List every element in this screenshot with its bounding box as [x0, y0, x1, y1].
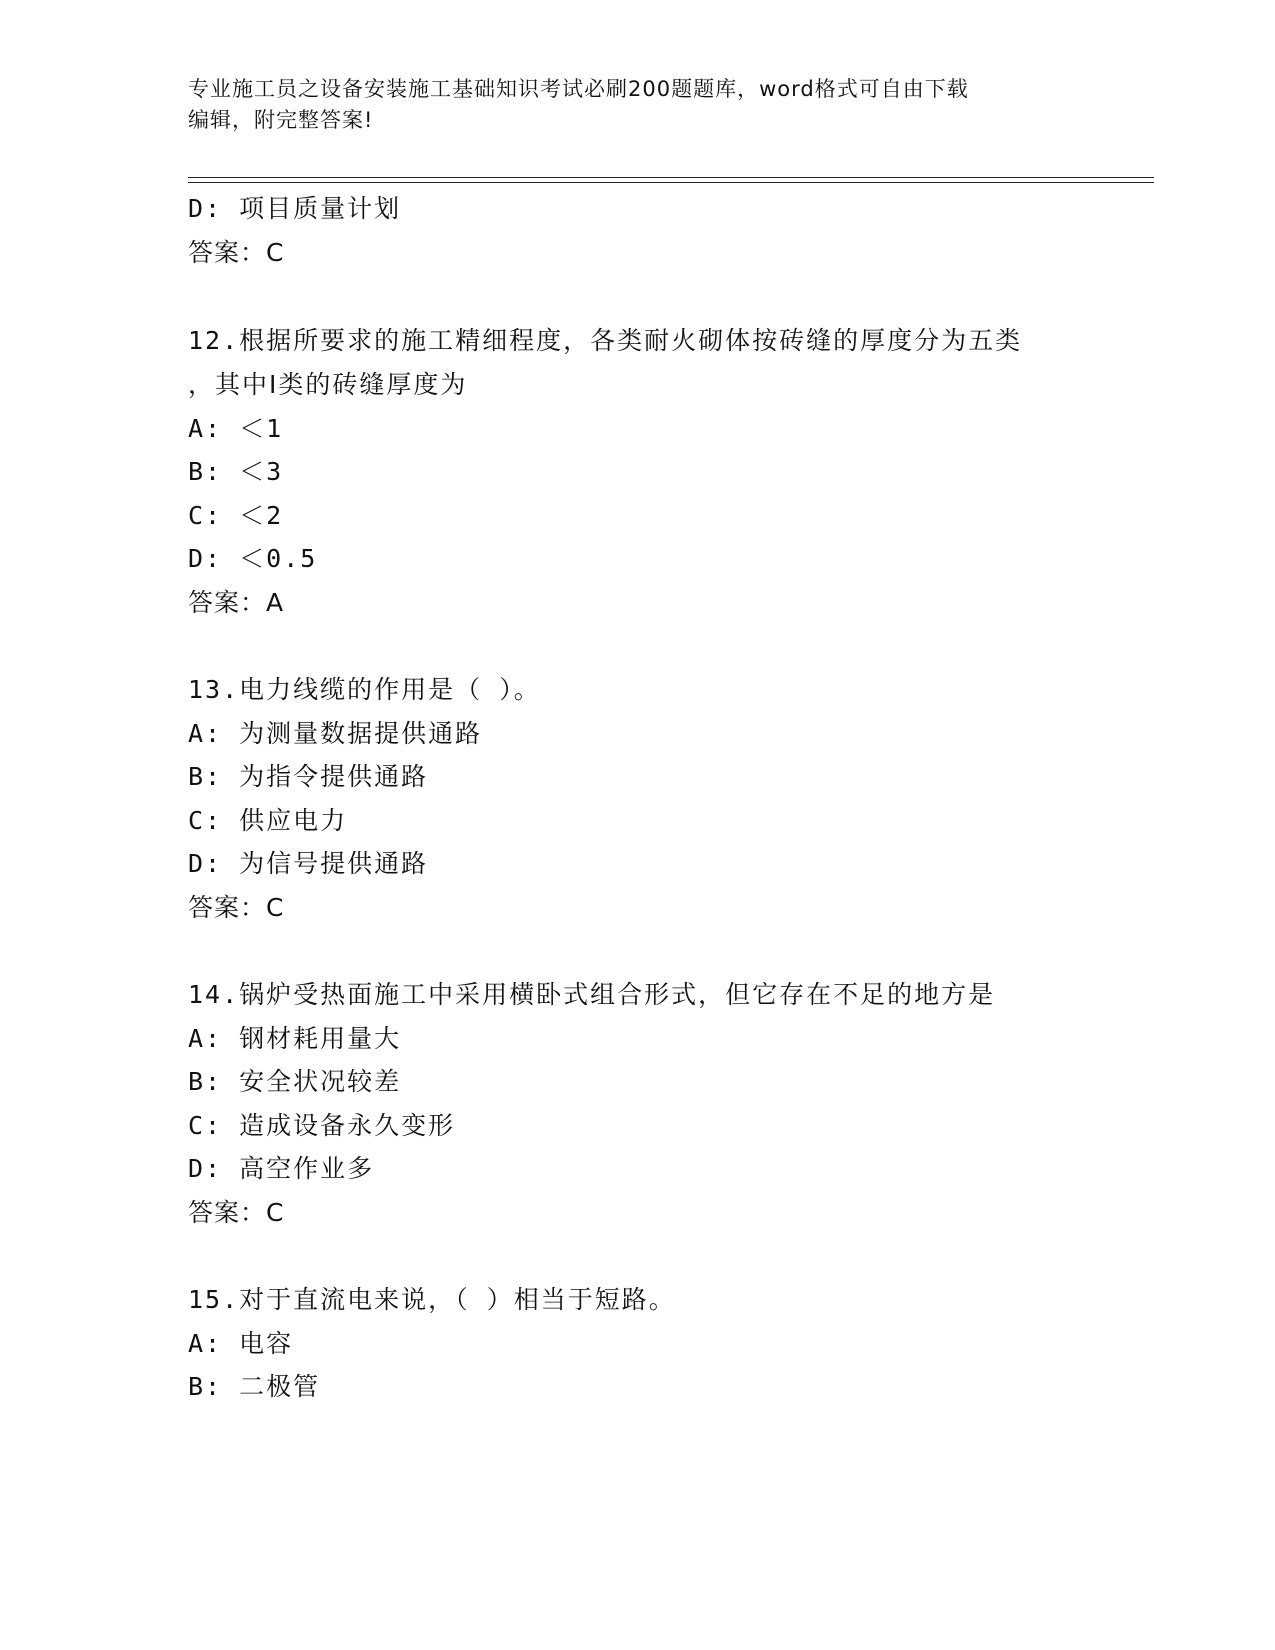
q12-option-c: C: ＜2 — [188, 501, 284, 530]
q15-option-a: A: 电容 — [188, 1329, 294, 1358]
q13-option-b: B: 为指令提供通路 — [188, 762, 429, 791]
q14-answer: 答案：C — [188, 1198, 285, 1227]
q15-option-b: B: 二极管 — [188, 1372, 321, 1401]
prev-answer: 答案：C — [188, 238, 285, 267]
q13-stem: 13.电力线缆的作用是（ ）。 — [188, 675, 541, 704]
q12-stem-line-1: 12.根据所要求的施工精细程度，各类耐火砌体按砖缝的厚度分为五类 — [188, 326, 1023, 355]
prev-option-d: D: 项目质量计划 — [188, 194, 402, 223]
q12-stem-line-2: ，其中Ⅰ类的砖缝厚度为 — [188, 370, 468, 399]
q14-option-a: A: 钢材耗用量大 — [188, 1024, 402, 1053]
q15-stem: 15.对于直流电来说，（ ）相当于短路。 — [188, 1285, 676, 1314]
q12-option-d: D: ＜0.5 — [188, 544, 318, 573]
q12-answer: 答案：A — [188, 588, 285, 617]
q13-option-d: D: 为信号提供通路 — [188, 849, 429, 878]
document-header — [188, 74, 1088, 136]
q13-option-a: A: 为测量数据提供通路 — [188, 719, 483, 748]
q14-option-c: C: 造成设备永久变形 — [188, 1111, 456, 1140]
q14-stem: 14.锅炉受热面施工中采用横卧式组合形式，但它存在不足的地方是 — [188, 980, 996, 1009]
q13-answer: 答案：C — [188, 893, 285, 922]
q12-option-b: B: ＜3 — [188, 457, 284, 486]
q14-option-b: B: 安全状况较差 — [188, 1067, 402, 1096]
header-divider-bottom — [188, 182, 1154, 183]
q13-option-c: C: 供应电力 — [188, 806, 348, 835]
q14-option-d: D: 高空作业多 — [188, 1154, 375, 1183]
header-line-2: 编辑，附完整答案! — [188, 108, 374, 132]
header-divider-top — [188, 177, 1154, 178]
q12-option-a: A: ＜1 — [188, 414, 284, 443]
header-line-1: 专业施工员之设备安装施工基础知识考试必刷200题题库，word格式可自由下载 — [188, 77, 969, 101]
